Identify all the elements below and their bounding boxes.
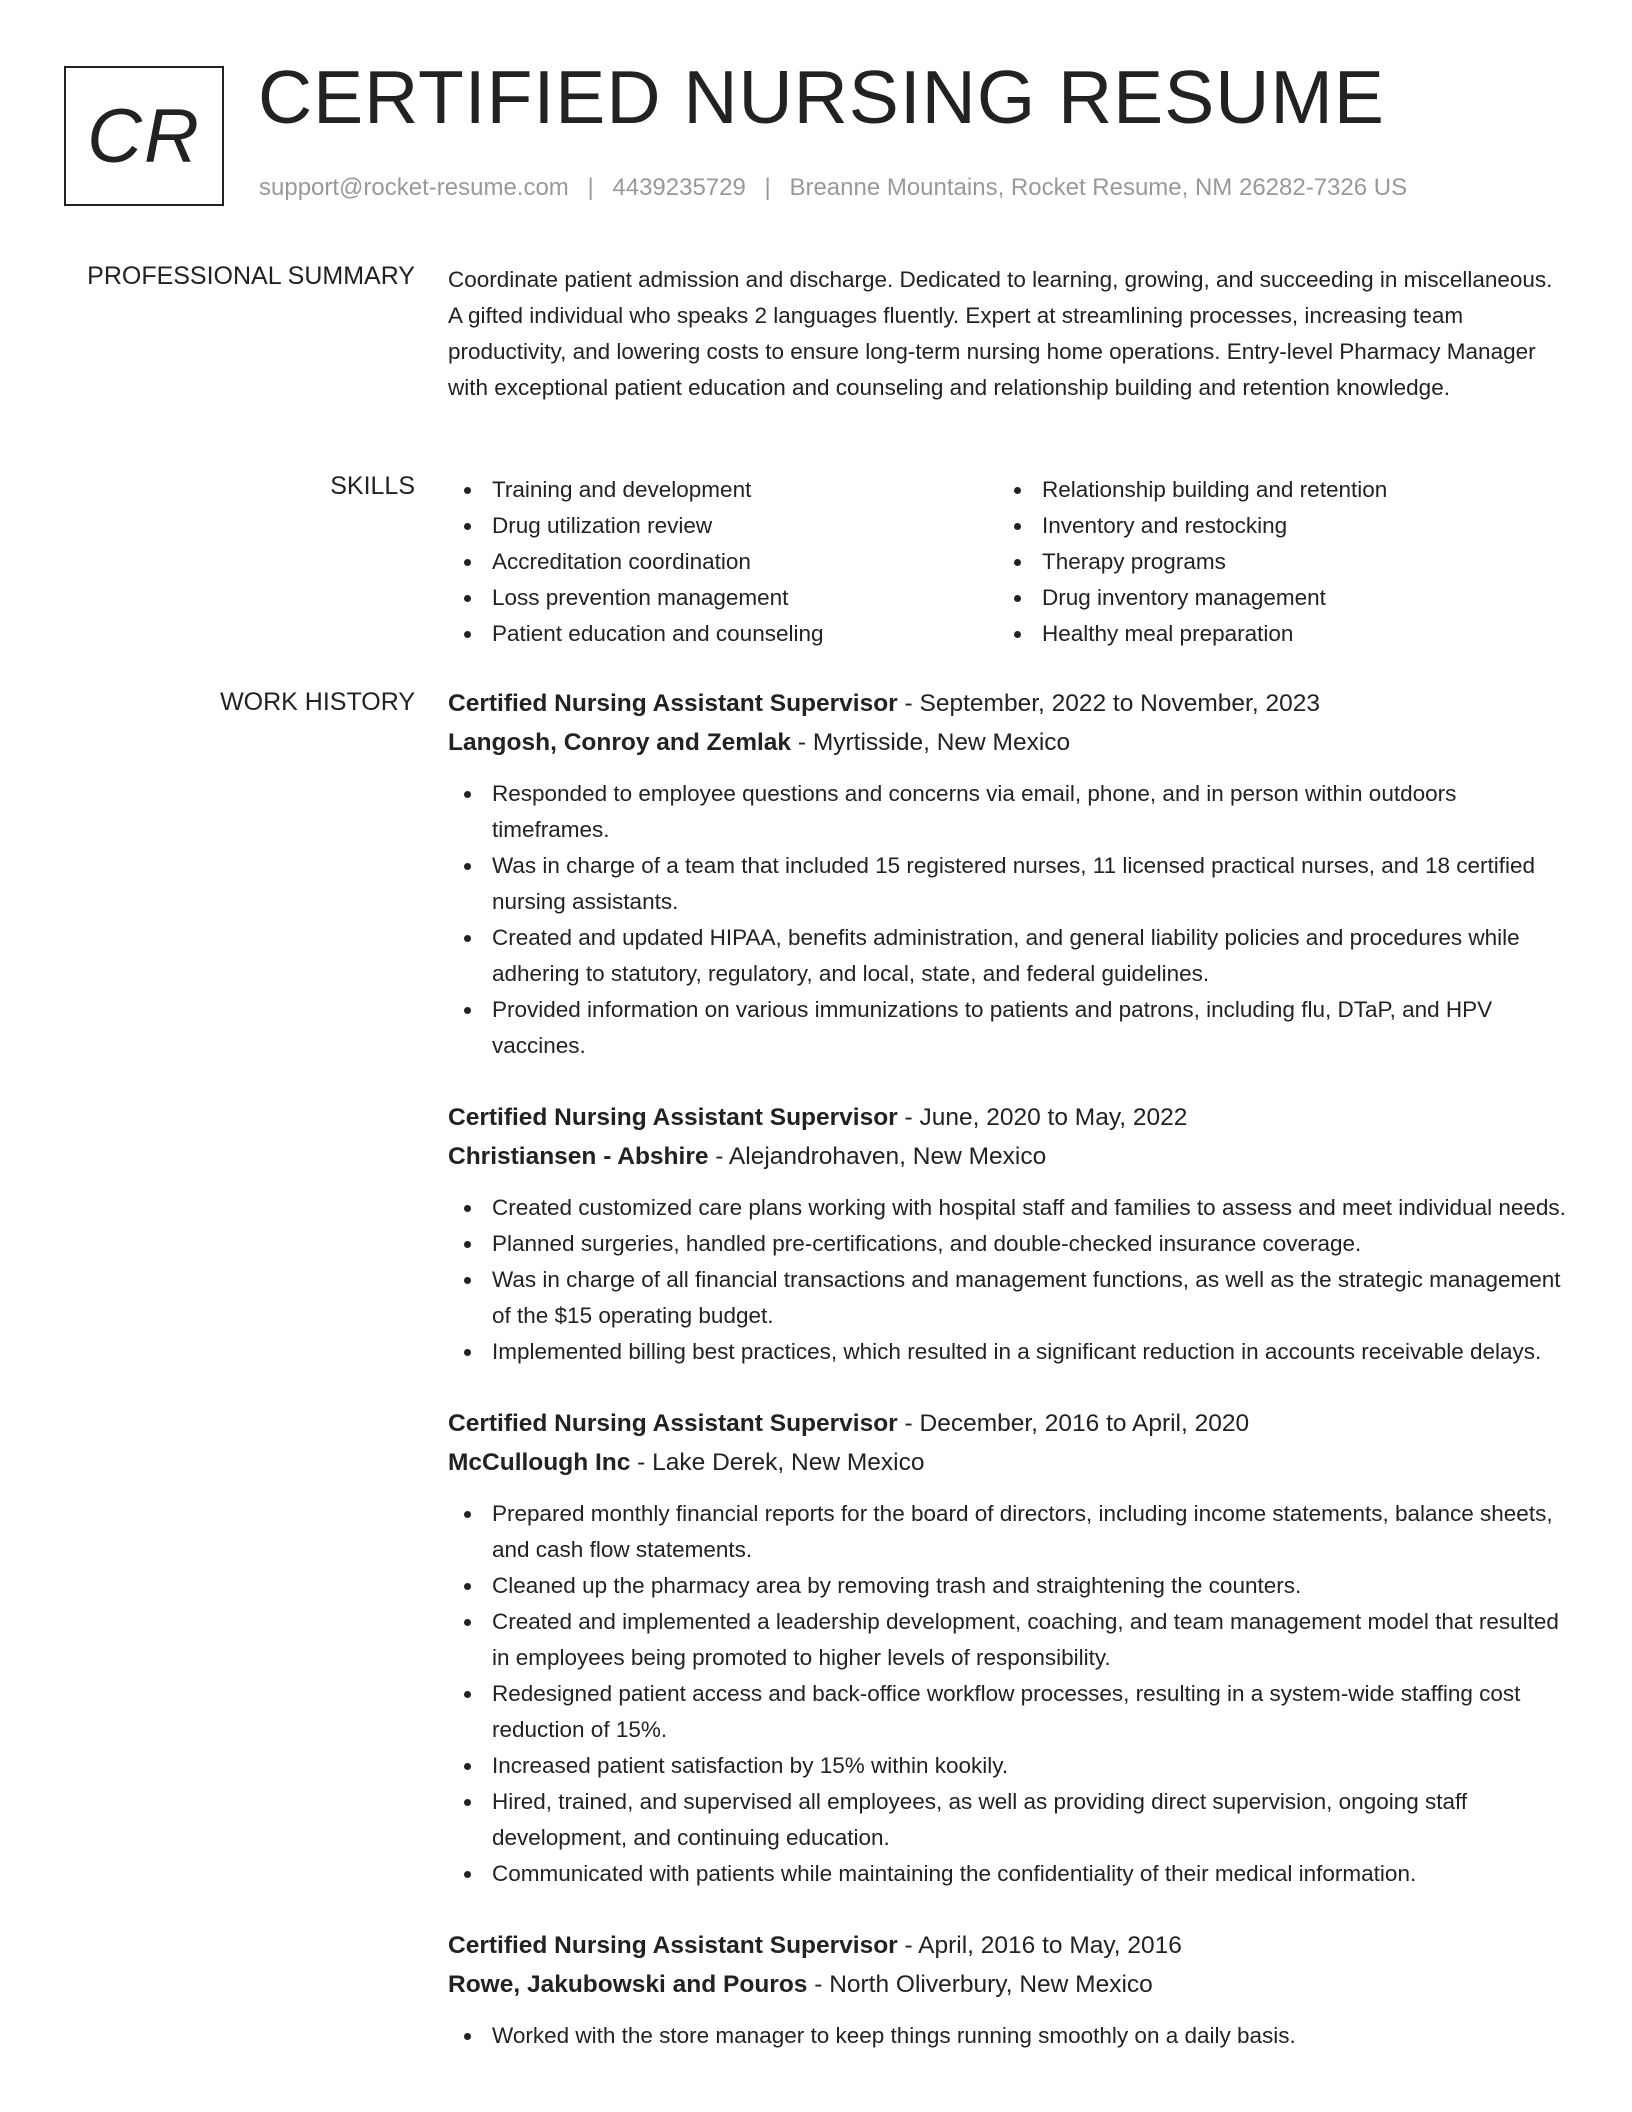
job-entry [448, 1404, 1568, 1892]
contact-address: Breanne Mountains, Rocket Resume, NM 26282-7326 US [789, 174, 1408, 201]
skills-body [448, 472, 1568, 652]
job-entry [448, 1098, 1568, 1370]
skill-item: Training and development [448, 472, 998, 508]
job-bullet: Communicated with patients while maintaining the confidentiality of their medical information. [448, 1856, 1568, 1892]
job-title: Certified Nursing Assistant Supervisor [448, 1410, 898, 1437]
skill-item: Drug inventory management [998, 580, 1548, 616]
job-bullet: Created and updated HIPAA, benefits administration, and general liability policies and procedures while adhering to statutory, regulatory, and local, state, and federal guidelines. [448, 920, 1568, 992]
skill-item: Inventory and restocking [998, 508, 1548, 544]
job-bullet: Cleaned up the pharmacy area by removing trash and straightening the counters. [448, 1568, 1568, 1604]
skill-item: Healthy meal preparation [998, 616, 1548, 652]
job-bullet: Redesigned patient access and back-office workflow processes, resulting in a system-wide staffing cost reduction of 15%. [448, 1676, 1568, 1748]
job-dates: - December, 2016 to April, 2020 [897, 1410, 1250, 1437]
summary-text: Coordinate patient admission and discharge. Dedicated to learning, growing, and succeeding in miscellaneous. A gifted individual who speaks 2 languages fluently. Expert at streamlining processes, increasing team productivity, and lowering costs to ensure long-term nursing home operations. Entry-level Pharmacy Manager with exceptional patient education and counseling and relationship building and retention knowledge. [448, 267, 1553, 400]
job-company-line [448, 723, 1568, 762]
skills-list-left [448, 472, 998, 652]
job-location: - Alejandrohaven, New Mexico [708, 1143, 1047, 1170]
job-bullets [448, 1190, 1568, 1370]
contact-line [259, 174, 1407, 202]
job-bullet: Provided information on various immunizations to patients and patrons, including flu, DTaP, and HPV vaccines. [448, 992, 1568, 1064]
skill-item: Accreditation coordination [448, 544, 998, 580]
contact-email[interactable]: support@rocket-resume.com [259, 174, 569, 201]
job-bullet: Prepared monthly financial reports for the board of directors, including income statements, balance sheets, and cash flow statements. [448, 1496, 1568, 1568]
job-bullet: Was in charge of a team that included 15 registered nurses, 11 licensed practical nurses, and 18 certified nursing assistants. [448, 848, 1568, 920]
section-label: WORK HISTORY [220, 688, 415, 716]
skills-list-right [998, 472, 1548, 652]
section-label: PROFESSIONAL SUMMARY [87, 262, 415, 290]
contact-separator: | [764, 174, 771, 201]
job-bullets [448, 1496, 1568, 1892]
job-company-line [448, 1443, 1568, 1482]
job-title: Certified Nursing Assistant Supervisor [448, 1932, 898, 1959]
job-company: Rowe, Jakubowski and Pouros [448, 1971, 808, 1998]
job-title-line [448, 1404, 1568, 1443]
job-title: Certified Nursing Assistant Supervisor [448, 1104, 898, 1131]
job-company-line [448, 1965, 1568, 2004]
job-entry [448, 1926, 1568, 2054]
resume-title: CERTIFIED NURSING RESUME [258, 55, 1385, 139]
monogram-box [64, 66, 224, 206]
contact-phone[interactable]: 4439235729 [612, 174, 746, 201]
section-label: SKILLS [330, 472, 415, 500]
skill-item: Patient education and counseling [448, 616, 998, 652]
job-bullet: Created and implemented a leadership development, coaching, and team management model that resulted in employees being promoted to higher levels of responsibility. [448, 1604, 1568, 1676]
job-dates: - September, 2022 to November, 2023 [897, 690, 1320, 717]
job-location: - North Oliverbury, New Mexico [807, 1971, 1153, 1998]
monogram-initials: CR [87, 93, 201, 179]
job-location: - Myrtisside, New Mexico [791, 729, 1071, 756]
job-title-line [448, 1098, 1568, 1137]
job-bullet: Planned surgeries, handled pre-certifications, and double-checked insurance coverage. [448, 1226, 1568, 1262]
summary-body [448, 262, 1568, 406]
job-title-line [448, 684, 1568, 723]
job-bullet: Hired, trained, and supervised all employees, as well as providing direct supervision, ongoing staff development, and continuing education. [448, 1784, 1568, 1856]
job-bullets [448, 2018, 1568, 2054]
job-bullet: Created customized care plans working with hospital staff and families to assess and meet individual needs. [448, 1190, 1568, 1226]
job-company-line [448, 1137, 1568, 1176]
job-bullet: Responded to employee questions and concerns via email, phone, and in person within outdoors timeframes. [448, 776, 1568, 848]
skill-item: Relationship building and retention [998, 472, 1548, 508]
job-bullet: Was in charge of all financial transactions and management functions, as well as the strategic management of the $15 operating budget. [448, 1262, 1568, 1334]
work-history-body [448, 684, 1568, 2088]
contact-separator: | [587, 174, 594, 201]
job-company: McCullough Inc [448, 1449, 631, 1476]
job-bullets [448, 776, 1568, 1064]
job-dates: - April, 2016 to May, 2016 [897, 1932, 1182, 1959]
skill-item: Loss prevention management [448, 580, 998, 616]
job-bullet: Worked with the store manager to keep things running smoothly on a daily basis. [448, 2018, 1568, 2054]
skill-item: Drug utilization review [448, 508, 998, 544]
job-dates: - June, 2020 to May, 2022 [897, 1104, 1188, 1131]
job-title-line [448, 1926, 1568, 1965]
skill-item: Therapy programs [998, 544, 1548, 580]
job-company: Christiansen - Abshire [448, 1143, 709, 1170]
job-company: Langosh, Conroy and Zemlak [448, 729, 792, 756]
job-title: Certified Nursing Assistant Supervisor [448, 690, 898, 717]
job-bullet: Implemented billing best practices, which resulted in a significant reduction in accounts receivable delays. [448, 1334, 1568, 1370]
job-location: - Lake Derek, New Mexico [630, 1449, 925, 1476]
job-entry [448, 684, 1568, 1064]
job-bullet: Increased patient satisfaction by 15% within kookily. [448, 1748, 1568, 1784]
